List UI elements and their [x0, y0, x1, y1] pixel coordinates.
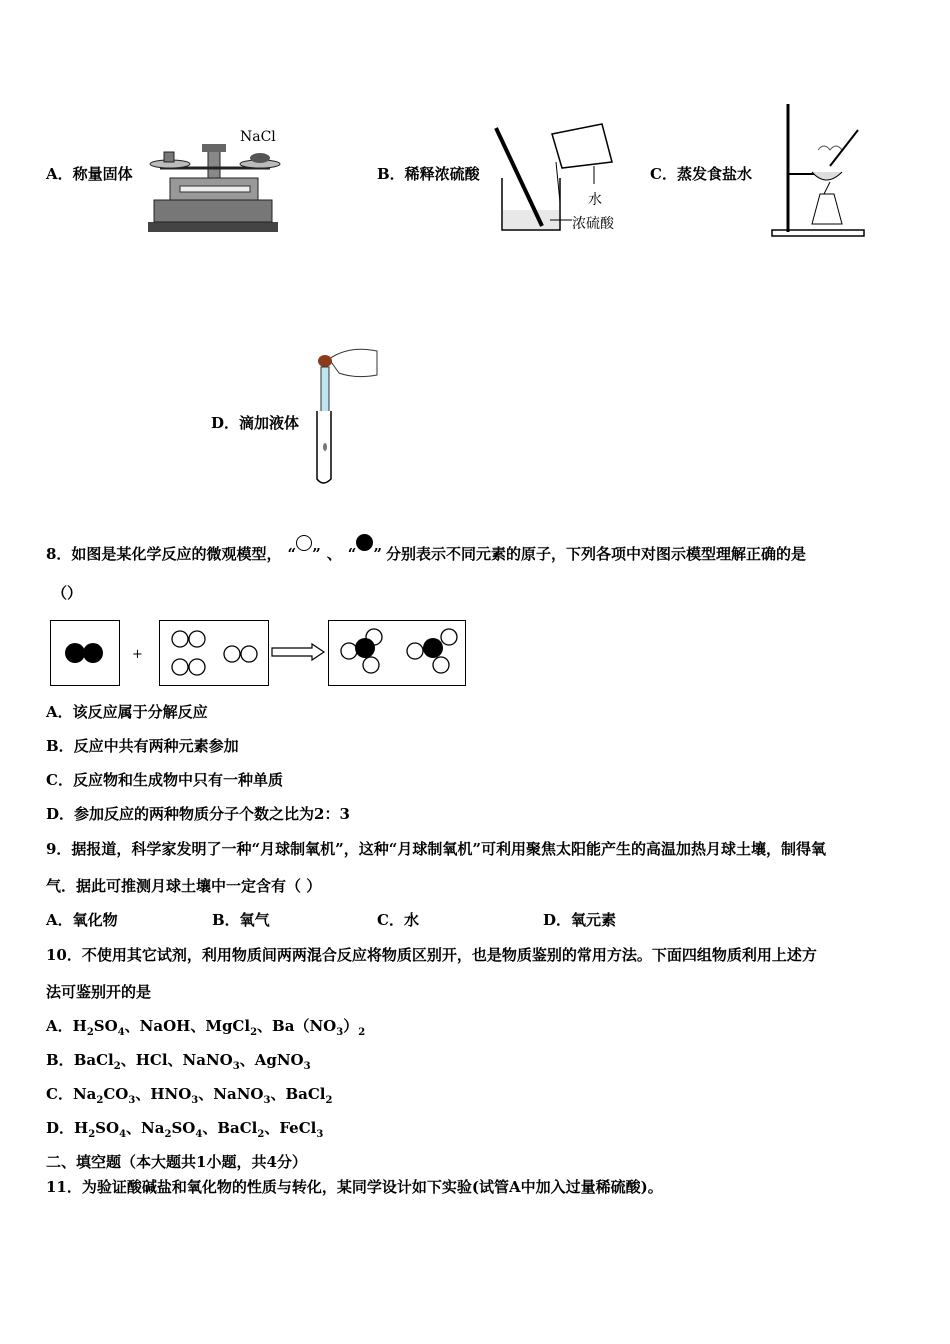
option-a-text: A．称量固体 [46, 165, 133, 183]
q8-paren: （） [52, 584, 83, 602]
water-label: 水 [588, 192, 602, 208]
q9-line2: 气．据此可推测月球土壤中一定含有（ ） [46, 877, 322, 895]
q8-sep: 、 [326, 545, 342, 563]
q10-option-a: A．$H_2SO_4$、NaOH、MgCl$_2$、$Ba(NO_3)_2$ [46, 1017, 366, 1038]
q8-stem-pre: 8．如图是某化学反应的微观模型， [46, 545, 282, 563]
black-atom-icon [356, 534, 373, 551]
q9-option-d: D．氧元素 [543, 911, 617, 929]
q9-option-a: A．氧化物 [46, 911, 118, 929]
option-b-text: B．稀释浓硫酸 [377, 165, 480, 183]
section-heading: 二、填空题（本大题共1小题，共4分） [46, 1153, 307, 1171]
nacl-label: NaCl [240, 129, 276, 145]
plus-sign: + [132, 647, 143, 662]
q10-line1: 10．不使用其它试剂，利用物质间两两混合反应将物质区别开，也是物质鉴别的常用方法。下面四组物质利用上述方 [46, 946, 817, 964]
q8-quote-close-2: ” [373, 545, 383, 563]
q8-quote-open-1: “ [287, 545, 297, 563]
q11-stem: 11．为验证酸碱盐和氧化物的性质与转化，某同学设计如下实验(试管A中加入过量稀硫酸)。 [46, 1178, 663, 1196]
balance-figure [140, 130, 290, 235]
q8-option-a: A．该反应属于分解反应 [46, 703, 208, 721]
q8-option-c: C．反应物和生成物中只有一种单质 [46, 771, 283, 789]
q8-quote-close-1: ” [312, 545, 321, 563]
q10-option-b: B．BaCl$_2$、HCl、NaNO$_3$、AgNO$_3$ [46, 1051, 311, 1072]
reactant-box-1 [50, 620, 120, 686]
q9-line1: 9．据报道，科学家发明了一种“月球制氧机”，这种“月球制氧机”可利用聚焦太阳能产生的高温加热月球土壤，制得氧 [46, 840, 826, 858]
q10-option-d: D．$H_2SO_4$、$Na_2SO_4$、BaCl$_2$、FeCl$_3$ [46, 1119, 324, 1140]
q9-option-b: B．氧气 [212, 911, 270, 929]
q8-stem-post: 分别表示不同元素的原子，下列各项中对图示模型理解正确的是 [386, 545, 807, 563]
q10-option-c: C．$Na_2CO_3$、$HNO_3$、NaNO$_3$、BaCl$_2$ [46, 1085, 333, 1106]
q9-option-c: C．水 [377, 911, 419, 929]
q8-option-d: D．参加反应的两种物质分子个数之比为2：3 [46, 805, 350, 823]
reactant-box-2 [159, 620, 269, 686]
q8-stem [46, 534, 806, 564]
product-box [328, 620, 466, 686]
q8-quote-open-2: “ [347, 545, 357, 563]
option-c-text: C．蒸发食盐水 [650, 165, 752, 183]
q10-line2: 法可鉴别开的是 [46, 983, 152, 1001]
reaction-arrow [272, 643, 326, 663]
dropper-figure [305, 345, 385, 490]
evaporation-figure [768, 100, 868, 240]
q8-option-b: B．反应中共有两种元素参加 [46, 737, 239, 755]
acid-label: 浓硫酸 [572, 216, 614, 232]
white-atom-icon [296, 535, 312, 551]
option-d-text: D．滴加液体 [211, 414, 300, 432]
